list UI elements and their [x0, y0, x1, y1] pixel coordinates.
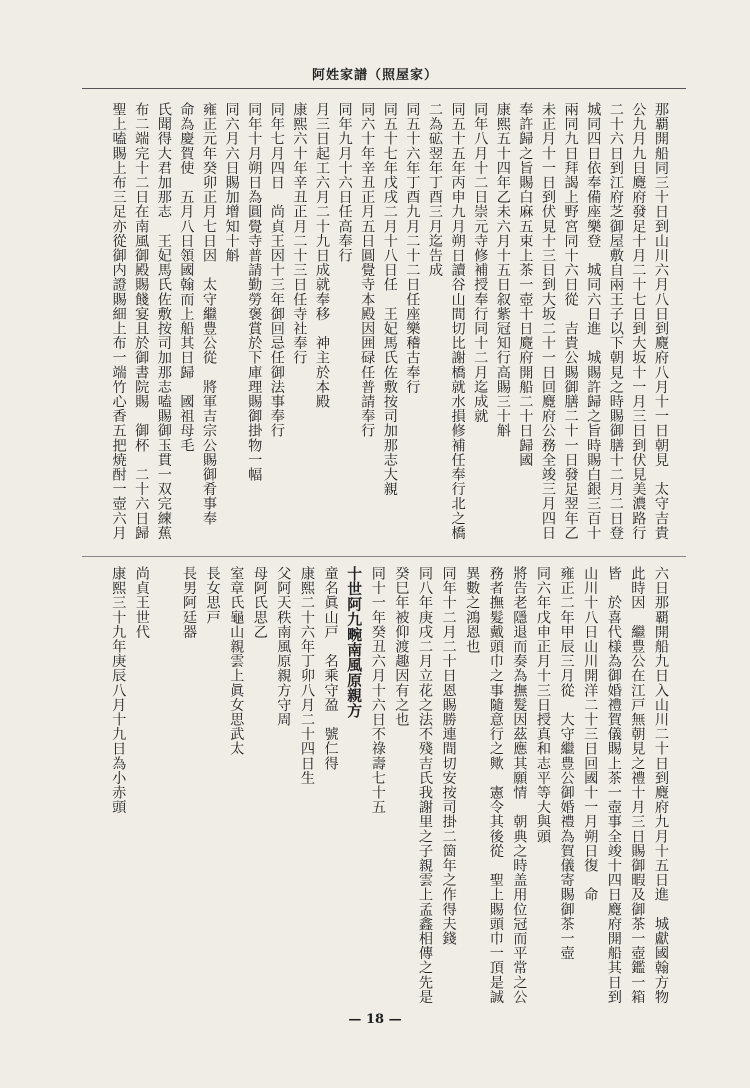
text-column: 山川十八日山川開洋二十三日回國十一月朔日復 命 [582, 566, 599, 902]
text-column: 同十一年癸丑六月十六日不祿壽七十五 [369, 566, 386, 815]
text-column: 雍正二年甲辰三月從 大守繼豊公御婚禮為賀儀寄賜御茶一壺 [558, 566, 575, 961]
header-rule [82, 88, 686, 89]
text-column: 未正月十一日到伏見十三日到大坂二十一日回麑府公務全竣三月四日 [540, 102, 556, 540]
text-column: 奉許歸之旨賜白麻五束上茶一壺十日麑府開船二十日歸國 [517, 102, 534, 467]
text-column: 聖上嗑賜上布三足亦從御内證賜細上布一端竹心香五把焼酎一壺六月 [110, 102, 127, 540]
text-column: 尚貞王世代 [133, 566, 150, 639]
text-column: 同年八月十二日崇元寺修補授奉行同十二月迄成就 [472, 102, 489, 424]
text-column: 同五十五年丙申九月朔日讀谷山間切比謝橋就水損修補任奉行北之橋 [449, 102, 466, 540]
text-column: 康熙三十九年庚辰八月十九日為小赤頭 [110, 566, 127, 815]
text-column: 同年十二月二十日恩賜勝連間切安按司掛二箇年之作得夫錢 [440, 566, 457, 946]
text-column: 同年九月十六日任高奉行 [336, 102, 353, 263]
text-column: 康熙五十四年乙未六月十五日叙紫冠知行高賜三十斛 [494, 102, 511, 438]
text-column: 長女思戸 [204, 566, 221, 625]
running-title: 阿姓家譜（照屋家） [311, 68, 438, 83]
text-column: 二為砿翌年丁酉三月迄告成 [427, 102, 443, 278]
text-column: 城同四日依奉備座樂登 城同六日進 城賜許歸之旨時賜白銀三百十 [585, 102, 602, 540]
text-column [154, 566, 175, 1006]
text-column: 同六十年辛丑正月五日圓覺寺本殿因囲碌任普請奉行 [359, 102, 376, 438]
register-divider [82, 556, 686, 557]
text-column: 月三日起工六月二十九日成就奉移 神主於本殿 [314, 102, 330, 409]
text-column: 公九月九日麑府發足十月二十七日到大坂十一月三日到伏見美濃路行 [630, 102, 647, 540]
text-column: 童名眞山戸 名乘守盈 號仁得 [322, 566, 339, 771]
text-column: 兩同九日拜謁上野宮同十六日從 吉貴公賜御膳二十一日發足翌年乙 [562, 102, 579, 540]
text-column: 同六月六日賜加增知十斛 [223, 102, 240, 263]
text-column: 六日那覇開船九日入山川二十日到麑府九月十五日進 城獻國翰方物 [653, 566, 669, 1004]
text-column: 康熙六十年辛丑正月二十三日任寺社奉行 [291, 102, 308, 365]
text-column: 將告老隱退而奏為撫髮因茲應其願情 朝典之時盖用位冠而平常之公 [511, 566, 528, 1004]
page-number: — 18 — [348, 1012, 402, 1027]
text-column: 同五十六年丁酉九月二十二日任座樂稽古奉行 [404, 102, 421, 394]
text-column: 長男阿廷器 [181, 566, 197, 639]
text-column: 父阿天秩南風原親方守周 [275, 566, 292, 727]
text-column: 同五十七年戊戌二月十八日任 王妃馬氏佐敷按司加那志大親 [381, 102, 398, 497]
text-column: 母阿氏思乙 [251, 566, 268, 639]
text-column: 室章氏龜山親雲上眞女思武太 [228, 566, 245, 756]
text-column: 雍正元年癸卯正月七日因 太守繼豊公從 將軍吉宗公賜御肴事奉 [201, 102, 217, 526]
generation-heading: 十世阿九畹南風原親方 [345, 566, 363, 718]
text-column: 同八年庚戌二月立花之法不殘吉氏我謝里之子親雲上孟鑫相傳之先是 [417, 566, 433, 1004]
text-column: 二十六日到江府芝御屋敷自兩王子以下朝見之時賜御膳十二月二日登 [607, 102, 624, 540]
text-column: 氏聞得大君加那志 王妃馬氏佐敷按司加那志嗑賜御玉貫一双完練蕉 [155, 102, 172, 540]
text-column: 務者撫髮戴頭巾之事隨意行之歟 憲令其後從 聖上賜頭巾一頂是誠 [487, 566, 504, 1004]
text-column: 此時因 繼豊公在江戸無朝見之禮十月三日賜御暇及御茶一壺鑑一箱 [629, 566, 646, 1004]
text-column: 癸巳年被仰渡趣因有之也 [393, 566, 410, 727]
text-column: 那覇開船同三十日到山川六月八日到麑府八月十一日朝見 太守吉貴 [653, 102, 669, 540]
text-column: 布二端完十二日在南風御殿賜餞宴且於御書院賜 御杯 二十六日歸 [133, 102, 150, 540]
text-column: 同六年戊申正月十三日授真和志平等大與頭 [535, 566, 551, 844]
text-column: 異數之鴻恩也 [464, 566, 481, 654]
text-column: 皆 於喜代様為御婚禮賀儀賜上茶一壺事全竣十四日麑府開船其日到 [605, 566, 622, 1004]
text-column: 命為慶賀使 五月八日領國翰而上船其日歸 國祖母毛 [178, 102, 195, 453]
text-column: 同年七月四日 尚貞王因十三年御回忌任御法事奉行 [268, 102, 285, 438]
text-column: 康熙二十六年丁卯八月二十四日生 [299, 566, 315, 785]
text-column: 同年十月朔日為圓覺寺普請勤勞褒賞於下庫理賜御掛物一幅 [246, 102, 263, 482]
